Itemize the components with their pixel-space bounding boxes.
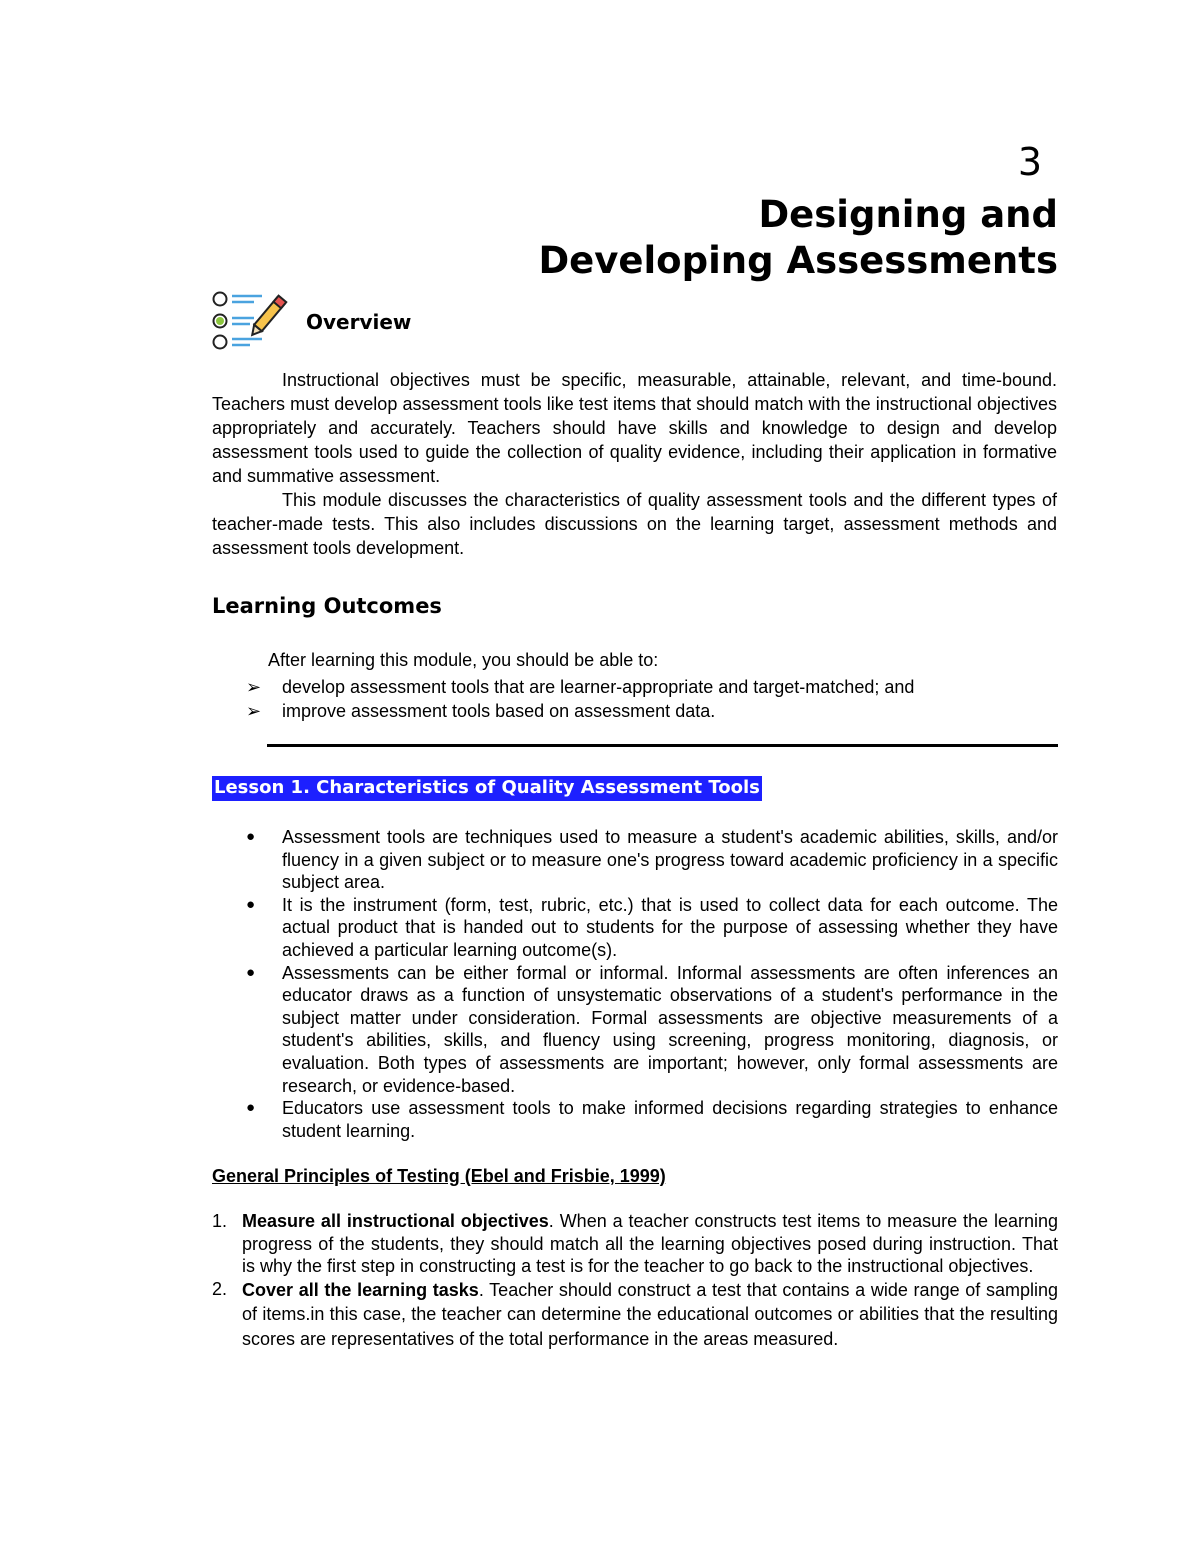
list-item [246, 1097, 1058, 1142]
bullet-icon: ● [246, 895, 256, 913]
list-item [246, 962, 1058, 1098]
list-item [246, 699, 1058, 723]
list-item-text: It is the instrument (form, test, rubric, etc.) that is used to collect data for each outcome. The actual product that is handed out to students for the purpose of assessing whether they have achieved a particular learning outcome(s). [282, 894, 1058, 960]
bullet-icon: ● [246, 1099, 256, 1117]
chapter-title-line-1: Designing and [758, 193, 1058, 236]
list-number: 2. [212, 1278, 228, 1299]
chapter-title-line-2: Developing Assessments [538, 239, 1058, 282]
section-divider [267, 744, 1058, 747]
checklist-pencil-icon [210, 288, 294, 354]
list-item [246, 826, 1058, 894]
list-item-text [242, 1278, 1058, 1352]
lesson-1-bullets [246, 826, 1058, 1142]
principles-list [212, 1210, 1058, 1351]
list-item-text: Assessments can be either formal or informal. Informal assessments are often inferences an educator draws as a function of unsystematic observations of a student's performance in the subject matter under consideration. Formal assessments are objective measurements of a student's abilities, skills, and fluency using screening, progress monitoring, diagnosis, or evaluation. Both types of assessments are important; however, only formal assessments are research, or evidence-based. [282, 962, 1058, 1096]
list-item [246, 894, 1058, 962]
list-item [246, 675, 1058, 699]
list-number: 1. [212, 1211, 228, 1231]
learning-outcomes-list [246, 675, 1058, 723]
principle-description: . When a teacher constructs test items to measure the learning progress of the students, they should match all the learning objectives posed during instruction. That is why the first step in constructing a test is for the teacher to go back to the instructional objectives. [242, 1211, 1058, 1277]
learning-outcomes-intro: After learning this module, you should be able to: [268, 650, 659, 670]
list-item-text: develop assessment tools that are learner-appropriate and target-matched; and [282, 677, 915, 697]
list-item-text: Assessment tools are techniques used to measure a student's academic abilities, skills, and/or fluency in a given subject or to measure one's progress toward academic proficiency in a specific subject area. [282, 827, 1058, 893]
lesson-1-heading: Lesson 1. Characteristics of Quality Assessment Tools [212, 776, 762, 801]
list-item-text: Educators use assessment tools to make informed decisions regarding strategies to enhance student learning. [282, 1098, 1058, 1141]
bullet-icon: ● [246, 963, 256, 981]
chapter-number: 3 [1017, 140, 1042, 184]
bullet-icon: ● [246, 828, 256, 845]
list-item-text: improve assessment tools based on assessment data. [282, 701, 716, 721]
principles-heading: General Principles of Testing (Ebel and Frisbie, 1999) [212, 1166, 666, 1186]
overview-heading: Overview [306, 310, 412, 334]
list-item [212, 1210, 1058, 1278]
principle-name: Measure all instructional objectives [242, 1211, 549, 1231]
arrow-bullet-icon: ➢ [246, 677, 262, 697]
list-item-text [242, 1210, 1058, 1278]
learning-outcomes-heading: Learning Outcomes [212, 594, 442, 618]
list-item [212, 1278, 1058, 1352]
overview-body [212, 368, 1057, 560]
overview-paragraph-1: Instructional objectives must be specific, measurable, attainable, relevant, and time-bound. Teachers must develop assessment tools like test items that should match with the instructional objectives appropriately and accurately. Teachers should have skills and knowledge to design and develop assessment tools used to guide the collection of quality evidence, including their application in formative and summative assessment. [212, 370, 1057, 486]
chapter-title [538, 192, 1058, 284]
principle-name: Cover all the learning tasks [242, 1279, 479, 1300]
overview-paragraph-2: This module discusses the characteristics of quality assessment tools and the different types of teacher-made tests. This also includes discussions on the learning target, assessment methods and assessment tools development. [212, 490, 1057, 558]
principle-description: . Teacher should construct a test that contains a wide range of sampling of items.in this case, the teacher can determine the educational outcomes or abilities that the resulting scores are representatives of the total performance in the areas measured. [242, 1279, 1059, 1349]
arrow-bullet-icon: ➢ [246, 701, 262, 721]
